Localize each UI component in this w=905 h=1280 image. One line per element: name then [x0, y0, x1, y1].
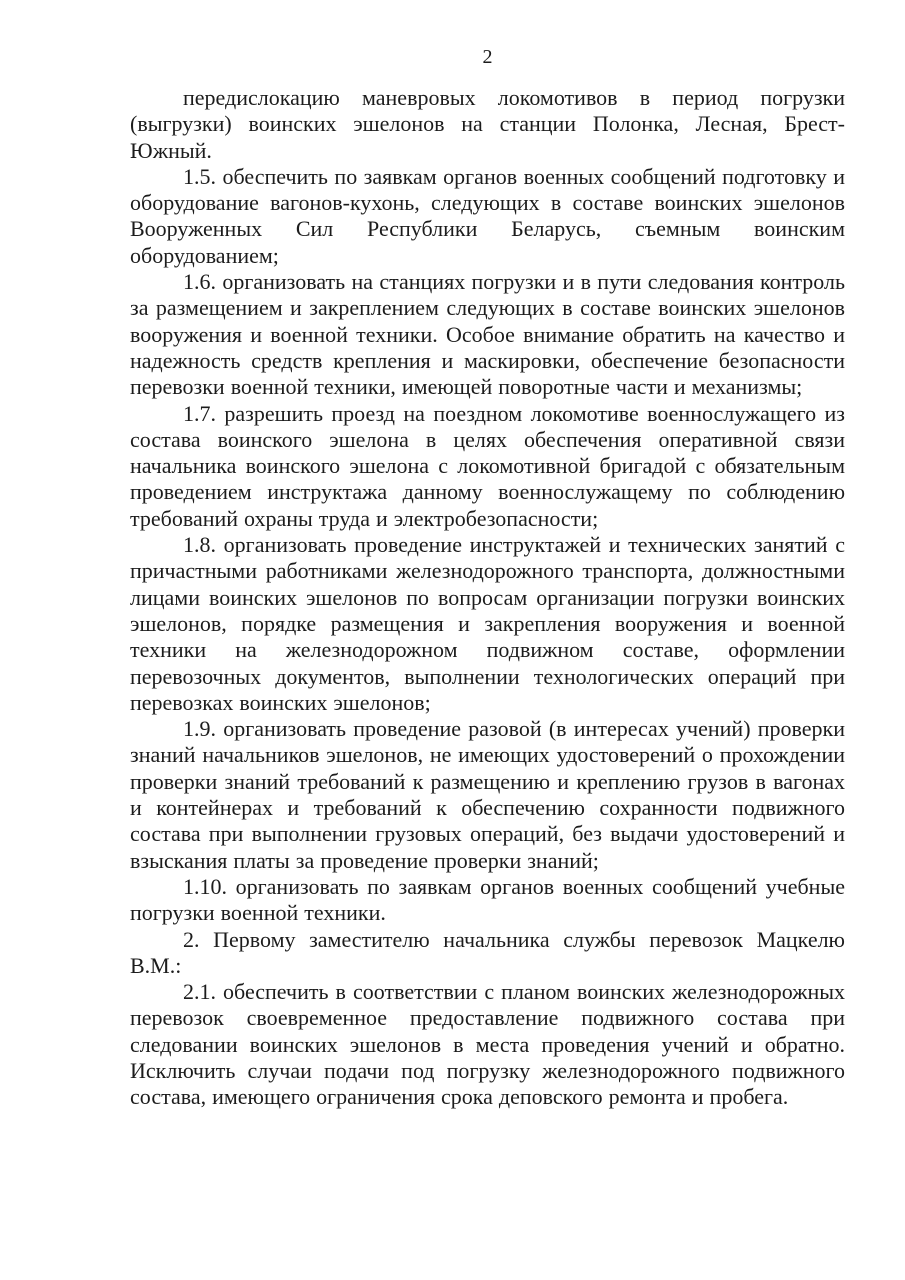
page-number: 2 — [482, 46, 493, 68]
clause-1-6: 1.6. организовать на станциях погрузки и в пути следования контроль за размещением и закреплением следующих в составе воинских эшелонов вооружения и военной техники. Особое внимание обратить на качество и надежность средств крепления и маскировки, обеспечение безопасности перевозки военной техники, имеющей поворотные части и механизмы; — [130, 269, 845, 400]
clause-1-8: 1.8. организовать проведение инструктажей и технических занятий с причастными работниками железнодорожного транспорта, должностными лицами воинских эшелонов по вопросам организации погрузки воинских эшелонов, порядке размещения и закрепления вооружения и военной техники на железнодорожном подвижном составе, оформлении перевозочных документов, выполнении технологических операций при перевозках воинских эшелонов; — [130, 532, 845, 715]
clause-2: 2. Первому заместителю начальника службы перевозок Мацкелю В.М.: — [130, 926, 845, 978]
clause-1-9: 1.9. организовать проведение разовой (в интересах учений) проверки знаний начальников эшелонов, не имеющих удостоверений о прохождении проверки знаний требований к размещению и креплению грузов в вагонах и контейнерах и требований к обеспечению сохранности подвижного состава при выполнении грузовых операций, без выдачи удостоверений и взыскания платы за проведение проверки знаний; — [130, 716, 845, 873]
clause-1-7: 1.7. разрешить проезд на поездном локомотиве военнослужащего из состава воинского эшелона в целях обеспечения оперативной связи начальника воинского эшелона с локомотивной бригадой с обязательным проведением инструктажа данному военнослужащему по соблюдению требований охраны труда и электробезопасности; — [130, 400, 845, 531]
clause-1-10: 1.10. организовать по заявкам органов военных сообщений учебные погрузки военной техники. — [130, 873, 845, 926]
clause-1-5: 1.5. обеспечить по заявкам органов военных сообщений подготовку и оборудование вагонов-кухонь, следующих в составе воинских эшелонов Вооруженных Сил Республики Беларусь, съемным воинским оборудованием; — [130, 163, 845, 268]
paragraph-continuation: передислокацию маневровых локомотивов в период погрузки (выгрузки) воинских эшелонов на станции Полонка, Лесная, Брест-Южный. — [130, 85, 845, 163]
clause-2-1: 2.1. обеспечить в соответствии с планом воинских железнодорожных перевозок своевременное предоставление подвижного состава при следовании воинских эшелонов в места проведения учений и обратно. Исключить случаи подачи под погрузку железнодорожного подвижного состава, имеющего ограничения срока деповского ремонта и пробега. — [130, 979, 845, 1110]
document-body — [130, 85, 845, 1111]
